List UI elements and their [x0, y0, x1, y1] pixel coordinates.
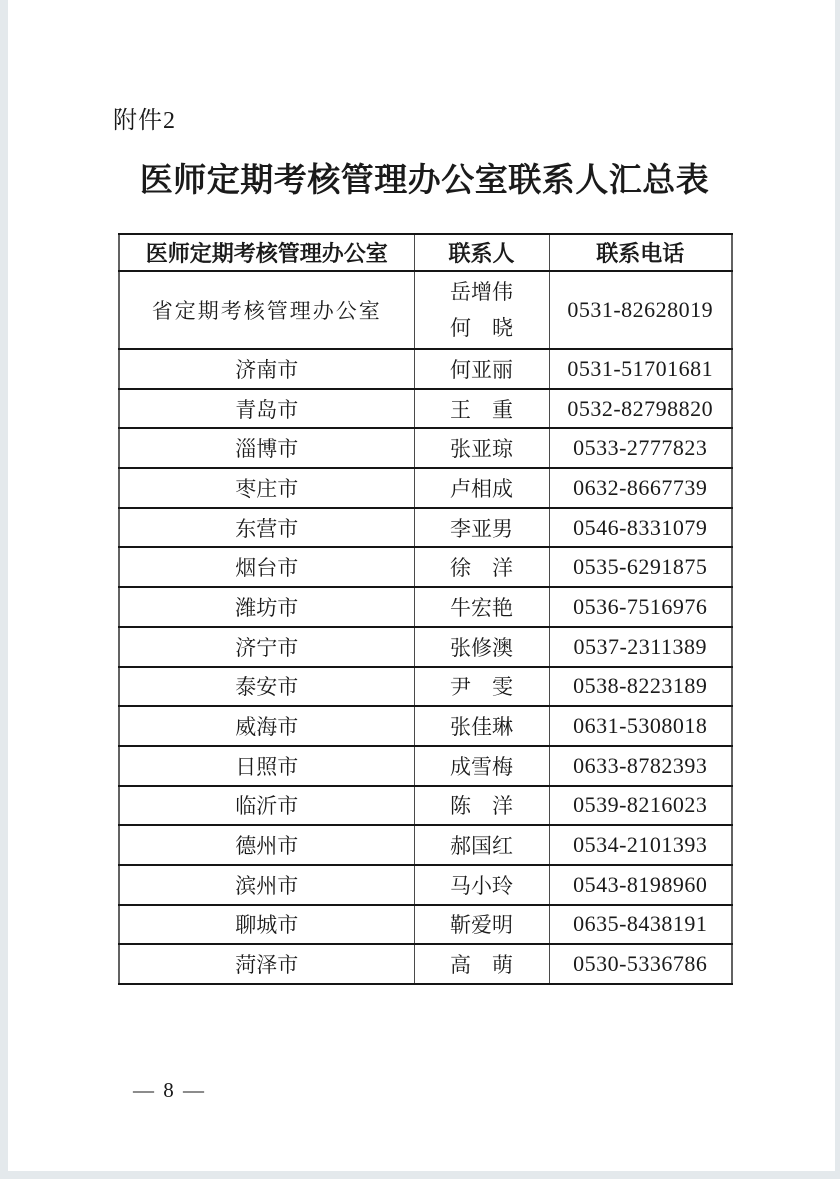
office-cell: 省定期考核管理办公室 [119, 271, 414, 349]
contact-cell [414, 667, 549, 707]
office-cell: 泰安市 [119, 667, 414, 707]
table-header-row [119, 234, 732, 271]
attachment-label: 附件2 [113, 108, 176, 134]
phone-cell: 0538-8223189 [549, 667, 732, 707]
contacts-table-body [119, 271, 732, 984]
table-row [119, 271, 732, 349]
office-cell: 滨州市 [119, 865, 414, 905]
table-row [119, 389, 732, 429]
page-number: — 8 — [133, 1078, 206, 1102]
contact-cell [414, 271, 549, 349]
contact-cell [414, 905, 549, 945]
table-row [119, 349, 732, 389]
contact-cell [414, 865, 549, 905]
office-cell: 菏泽市 [119, 944, 414, 984]
contact-name: 徐 洋 [450, 556, 513, 581]
office-cell: 济宁市 [119, 627, 414, 667]
phone-cell: 0539-8216023 [549, 786, 732, 826]
table-row [119, 547, 732, 587]
phone-cell: 0532-82798820 [549, 389, 732, 429]
office-cell: 东营市 [119, 508, 414, 548]
phone-cell: 0531-82628019 [549, 271, 732, 349]
table-row [119, 627, 732, 667]
contact-name: 岳增伟 [450, 280, 513, 304]
office-cell: 德州市 [119, 825, 414, 865]
contact-cell [414, 349, 549, 389]
column-header-phone: 联系电话 [549, 234, 732, 271]
contact-name: 成雪梅 [450, 754, 513, 779]
table-row [119, 428, 732, 468]
contact-name: 张佳琳 [450, 715, 513, 740]
contact-name: 尹 雯 [450, 675, 513, 700]
office-cell: 烟台市 [119, 547, 414, 587]
table-row [119, 786, 732, 826]
office-cell: 淄博市 [119, 428, 414, 468]
table-row [119, 905, 732, 945]
contact-name: 牛宏艳 [450, 595, 513, 620]
office-cell: 济南市 [119, 349, 414, 389]
office-cell: 枣庄市 [119, 468, 414, 508]
contact-cell [414, 746, 549, 786]
phone-cell: 0533-2777823 [549, 428, 732, 468]
contact-name: 张修澳 [450, 635, 513, 660]
contact-cell [414, 786, 549, 826]
contact-name: 靳爱明 [450, 913, 513, 938]
contact-cell [414, 587, 549, 627]
contact-name: 张亚琼 [450, 437, 513, 462]
contact-cell [414, 508, 549, 548]
contact-name: 何 晓 [450, 316, 513, 340]
contact-name: 陈 洋 [450, 794, 513, 819]
table-row [119, 865, 732, 905]
phone-cell: 0631-5308018 [549, 706, 732, 746]
phone-cell: 0546-8331079 [549, 508, 732, 548]
table-row [119, 706, 732, 746]
table-row [119, 944, 732, 984]
contacts-table [118, 233, 733, 985]
table-row [119, 746, 732, 786]
phone-cell: 0635-8438191 [549, 905, 732, 945]
contact-cell [414, 627, 549, 667]
phone-cell: 0530-5336786 [549, 944, 732, 984]
office-cell: 临沂市 [119, 786, 414, 826]
phone-cell: 0531-51701681 [549, 349, 732, 389]
document-page [8, 0, 835, 1171]
contact-name: 何亚丽 [450, 357, 513, 382]
phone-cell: 0543-8198960 [549, 865, 732, 905]
table-row [119, 468, 732, 508]
phone-cell: 0537-2311389 [549, 627, 732, 667]
contact-name: 卢相成 [450, 476, 513, 501]
contact-cell [414, 428, 549, 468]
contact-cell [414, 825, 549, 865]
office-cell: 威海市 [119, 706, 414, 746]
phone-cell: 0632-8667739 [549, 468, 732, 508]
contact-cell [414, 468, 549, 508]
phone-cell: 0534-2101393 [549, 825, 732, 865]
contact-name: 王 重 [450, 397, 513, 422]
table-row [119, 825, 732, 865]
contact-name: 郝国红 [450, 834, 513, 859]
column-header-office: 医师定期考核管理办公室 [119, 234, 414, 271]
table-row [119, 587, 732, 627]
column-header-contact: 联系人 [414, 234, 549, 271]
contact-cell [414, 706, 549, 746]
page-title: 医师定期考核管理办公室联系人汇总表 [139, 163, 710, 199]
office-cell: 潍坊市 [119, 587, 414, 627]
table-row [119, 508, 732, 548]
office-cell: 聊城市 [119, 905, 414, 945]
contact-name: 李亚男 [450, 516, 513, 541]
phone-cell: 0535-6291875 [549, 547, 732, 587]
contact-name: 高 萌 [450, 953, 513, 978]
contact-cell [414, 944, 549, 984]
contact-cell [414, 389, 549, 429]
contact-name: 马小玲 [450, 873, 513, 898]
office-cell: 青岛市 [119, 389, 414, 429]
table-row [119, 667, 732, 707]
office-cell: 日照市 [119, 746, 414, 786]
phone-cell: 0633-8782393 [549, 746, 732, 786]
phone-cell: 0536-7516976 [549, 587, 732, 627]
contact-cell [414, 547, 549, 587]
